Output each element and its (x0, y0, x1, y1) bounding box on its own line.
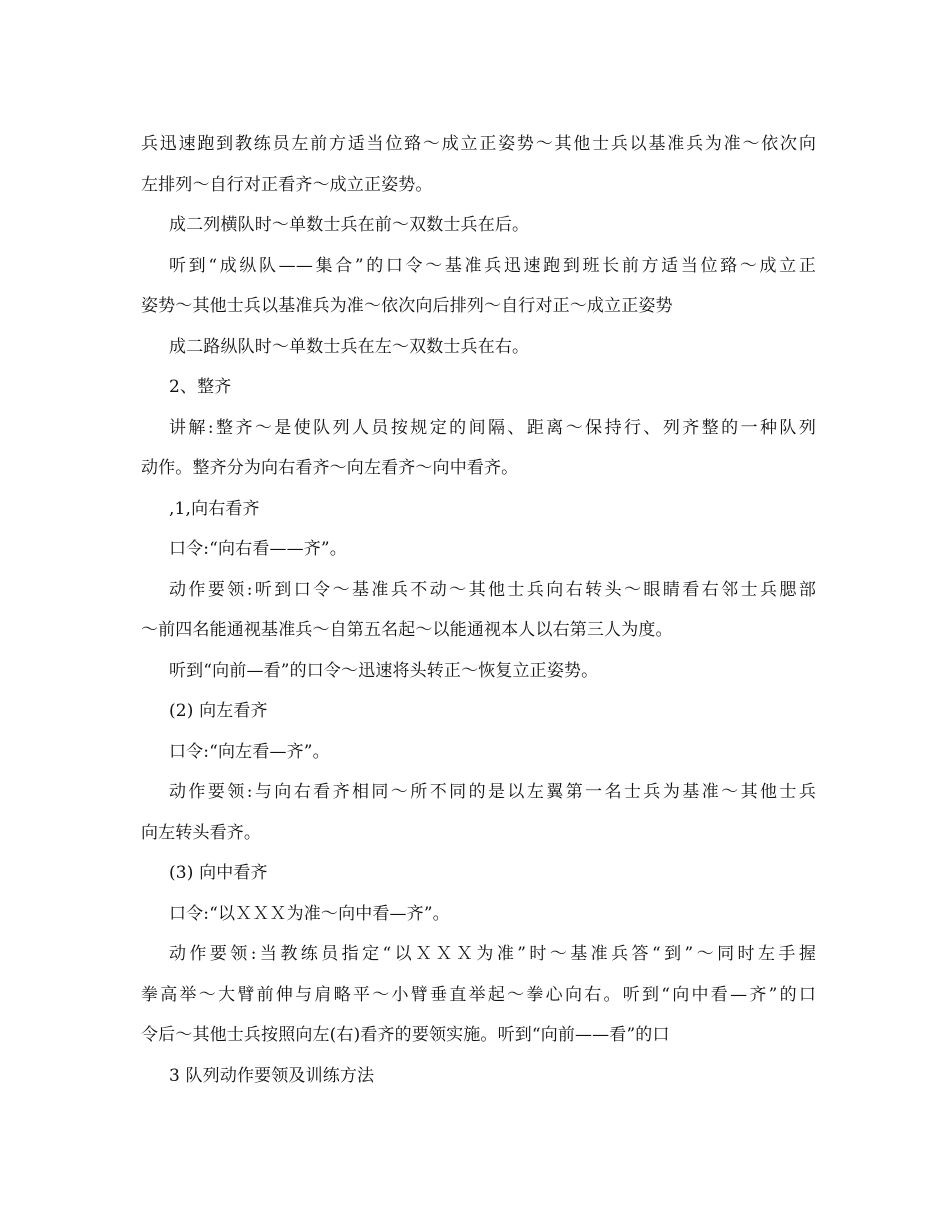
text-line: 成二路纵队时～单数士兵在左～双数士兵在右。 (169, 336, 530, 357)
text-line: 口令:“向右看——齐”。 (169, 539, 347, 559)
text-line: 动作要领:听到口令～基准兵不动～其他士兵向右转头～眼睛看右邻士兵腮部 (169, 579, 816, 600)
text-line: 令后～其他士兵按照向左(右)看齐的要领实施。听到“向前——看”的口 (141, 1025, 670, 1045)
text-line: (2) 向左看齐 (169, 701, 268, 721)
text-line: 3 队列动作要领及训练方法 (169, 1065, 375, 1086)
text-line: 拳高举～大臂前伸与肩略平～小臂垂直举起～拳心向右。听到“向中看—齐”的口 (141, 984, 816, 1005)
text-line: 讲解:整齐～是使队列人员按规定的间隔、距离～保持行、列齐整的一种队列 (169, 417, 816, 438)
text-line: 听到“向前—看”的口令～迅速将头转正～恢复立正姿势。 (169, 660, 599, 681)
text-line: 2、整齐 (169, 377, 232, 397)
text-line: 口令:“向左看—齐”。 (169, 741, 330, 762)
text-line: 听到“成纵队——集合”的口令～基准兵迅速跑到班长前方适当位臵～成立正 (169, 255, 816, 276)
text-line: 兵迅速跑到教练员左前方适当位臵～成立正姿势～其他士兵以基准兵为准～依次向 (141, 134, 816, 154)
document-body (141, 124, 816, 1096)
text-line: ～前四名能通视基准兵～自第五名起～以能通视本人以右第三人为度。 (141, 620, 673, 640)
text-line: 动作要领:当教练员指定“以ＸＸＸ为准”时～基准兵答“到”～同时左手握 (169, 944, 816, 964)
text-line: 口令:“以ＸＸＸ为准～向中看—齐”。 (169, 903, 450, 924)
text-line: ,1,向右看齐 (169, 498, 260, 519)
text-line: 向左转头看齐。 (141, 822, 262, 843)
text-line: 动作。整齐分为向右看齐～向左看齐～向中看齐。 (141, 458, 519, 478)
text-line: 左排列～自行对正看齐～成立正姿势。 (141, 174, 433, 195)
text-line: 姿势～其他士兵以基准兵为准～依次向后排列～自行对正～成立正姿势 (141, 296, 673, 316)
text-line: (3) 向中看齐 (169, 863, 268, 883)
text-line: 动作要领:与向右看齐相同～所不同的是以左翼第一名士兵为基准～其他士兵 (169, 782, 816, 802)
text-line: 成二列横队时～单数士兵在前～双数士兵在后。 (169, 215, 530, 235)
